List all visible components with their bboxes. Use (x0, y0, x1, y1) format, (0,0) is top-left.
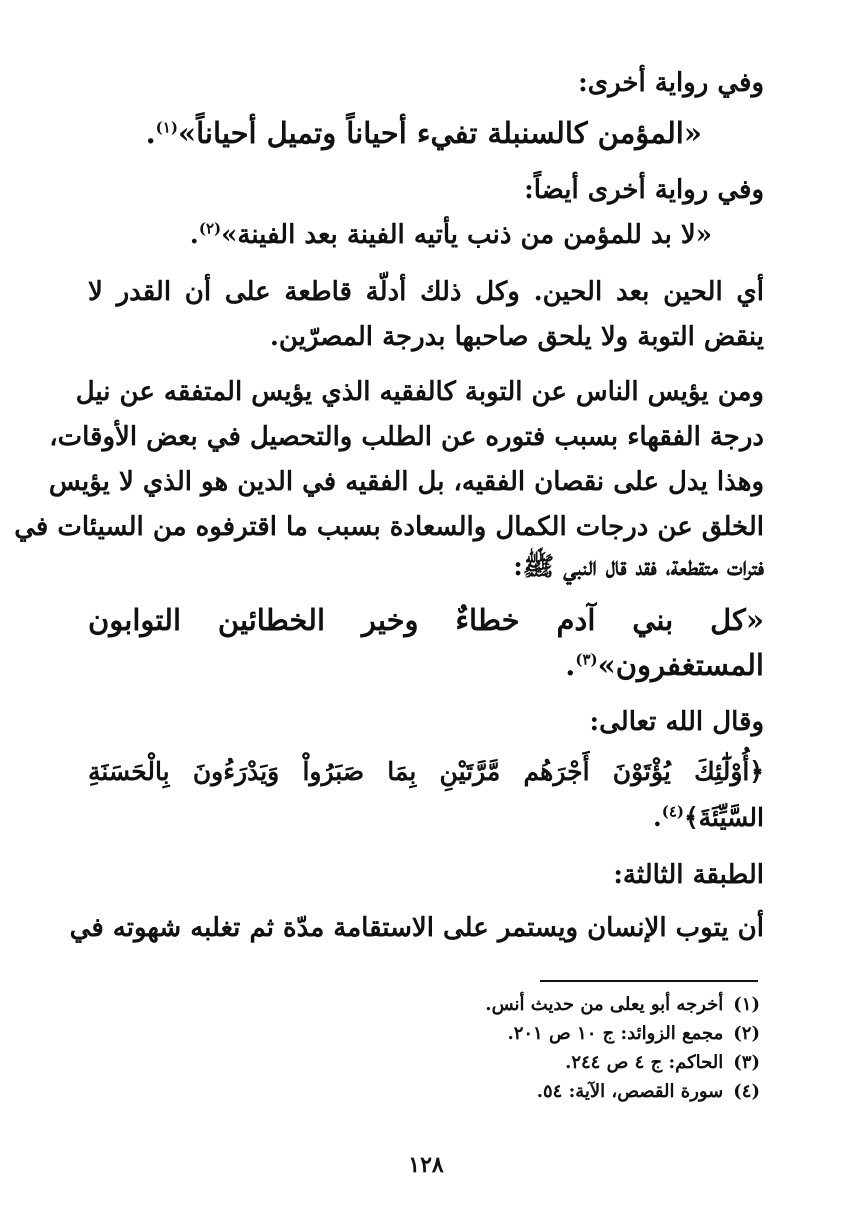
paragraph-1-line-2: ينقض التوبة ولا يلحق صاحبها بدرجة المصرّين. (269, 322, 764, 352)
hadith-text-1: «المؤمن كالسنبلة تفيء أحياناً وتميل أحياناً» (177, 116, 702, 150)
footnote-3-number: (٣) (733, 1052, 760, 1073)
footnote-ref-1: (١) (155, 118, 178, 137)
quran-verse-line-2: السَّيِّئَةَ﴾$^{(٤)}$. (652, 802, 764, 832)
footnote-3-text: الحاكم: ج ٤ ص ٢٤٤. (565, 1052, 724, 1073)
footnote-3 (565, 1050, 760, 1076)
footnote-4-text: سورة القصص، الآية: ٥٤. (536, 1081, 724, 1102)
intro-text-1: وفي رواية أخرى: (578, 68, 764, 98)
hadith-quote-2: «لا بد للمؤمن من ذنب يأتيه الفينة بعد الفينة»$^{(٢)}$. (189, 219, 712, 250)
paragraph-2-line-1: ومن يؤيس الناس عن التوبة كالفقيه الذي يؤيس المتفقه عن نيل (75, 377, 764, 407)
footnote-2 (507, 1021, 760, 1047)
intro-text-2: وفي رواية أخرى أيضاً: (524, 175, 764, 205)
intro-line-2 (524, 170, 764, 210)
intro-line-1 (578, 63, 764, 103)
hadith-quote-1: «المؤمن كالسنبلة تفيء أحياناً وتميل أحياناً»$^{(١)}$. (145, 116, 702, 150)
footnote-2-number: (٢) (733, 1023, 760, 1044)
footnote-1 (485, 992, 760, 1018)
footnote-ref-4: (٤) (661, 802, 684, 821)
paragraph-2-line-5: فترات متقطعة، فقد قال النبي ﷺ: (513, 552, 764, 582)
footnote-ref-2: (٢) (198, 219, 222, 238)
hadith-text-3: المستغفرون» (597, 648, 764, 682)
footnote-1-number: (١) (733, 994, 760, 1015)
hadith-text-2: «لا بد للمؤمن من ذنب يأتيه الفينة بعد الفينة» (221, 220, 712, 250)
footnote-divider (540, 980, 758, 982)
quran-text-end: السَّيِّئَةَ﴾ (683, 803, 764, 832)
paragraph-2-line-3: وهذا يدل على نقصان الفقيه، بل الفقيه في الدين هو الذي لا يؤيس (48, 467, 764, 497)
footnote-4 (537, 1079, 760, 1105)
footnote-2-text: مجمع الزوائد: ج ١٠ ص ٢٠١. (507, 1023, 724, 1044)
section-heading: الطبقة الثالثة: (613, 860, 764, 890)
paragraph-1-line-1: أي الحين بعد الحين. وكل ذلك أدلّة قاطعة على أن القدر لا (88, 277, 764, 307)
footnote-4-number: (٤) (733, 1081, 760, 1102)
hadith-quote-3-line-2: المستغفرون»$^{(٣)}$. (565, 648, 764, 682)
paragraph-2-line-4: الخلق عن درجات الكمال والسعادة بسبب ما اقترفوه من السيئات في (14, 512, 764, 542)
last-line: أن يتوب الإنسان ويستمر على الاستقامة مدّة ثم تغلبه شهوته في (69, 913, 764, 943)
footnote-ref-3: (٣) (575, 650, 598, 669)
paragraph-2-line-2: درجة الفقهاء بسبب فتوره عن الطلب والتحصيل في بعض الأوقات، (49, 422, 764, 452)
quran-intro: وقال الله تعالى: (589, 707, 764, 737)
footnote-1-text: أخرجه أبو يعلى من حديث أنس. (485, 994, 724, 1015)
quran-verse-line-1: ﴿أُوْلَٰٓئِكَ يُؤْتَوْنَ أَجْرَهُم مَّرَّتَيْنِ بِمَا صَبَرُواْ وَيَدْرَءُونَ بِالْحَسَنَةِ (88, 757, 764, 786)
page-number: ١٢٨ (408, 1152, 444, 1178)
hadith-quote-3-line-1: «كل بني آدم خطاءٌ وخير الخطائين التوابون (88, 603, 764, 637)
